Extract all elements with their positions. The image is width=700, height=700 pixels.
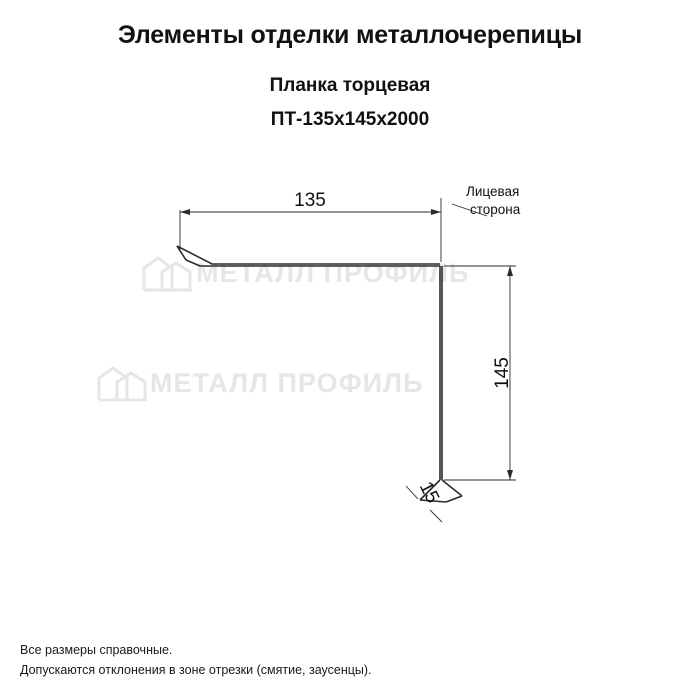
dimension-width-label: 135 <box>294 190 326 211</box>
callout-label-line2: сторона <box>470 202 521 217</box>
callout-label-line1: Лицевая <box>466 184 520 199</box>
page-title: Элементы отделки металлочерепицы <box>117 21 583 49</box>
watermark-text-2: МЕТАЛЛ ПРОФИЛЬ <box>150 368 424 398</box>
drawing-svg <box>0 150 700 550</box>
profile-outline <box>177 246 462 502</box>
dimension-lip-label: 15 <box>414 478 444 507</box>
technical-drawing <box>0 150 700 550</box>
header <box>0 22 700 131</box>
footer-note <box>20 641 372 680</box>
dimension-height-label: 145 <box>492 357 513 389</box>
product-code: ПТ-135х145х2000 <box>270 109 430 131</box>
footer-line-2: Допускаются отклонения в зоне отрезки (смятие, заусенцы). <box>20 662 372 677</box>
watermark-text-1: МЕТАЛЛ ПРОФИЛЬ <box>196 258 470 288</box>
product-name: Планка торцевая <box>269 74 431 96</box>
footer-line-1: Все размеры справочные. <box>20 643 173 658</box>
